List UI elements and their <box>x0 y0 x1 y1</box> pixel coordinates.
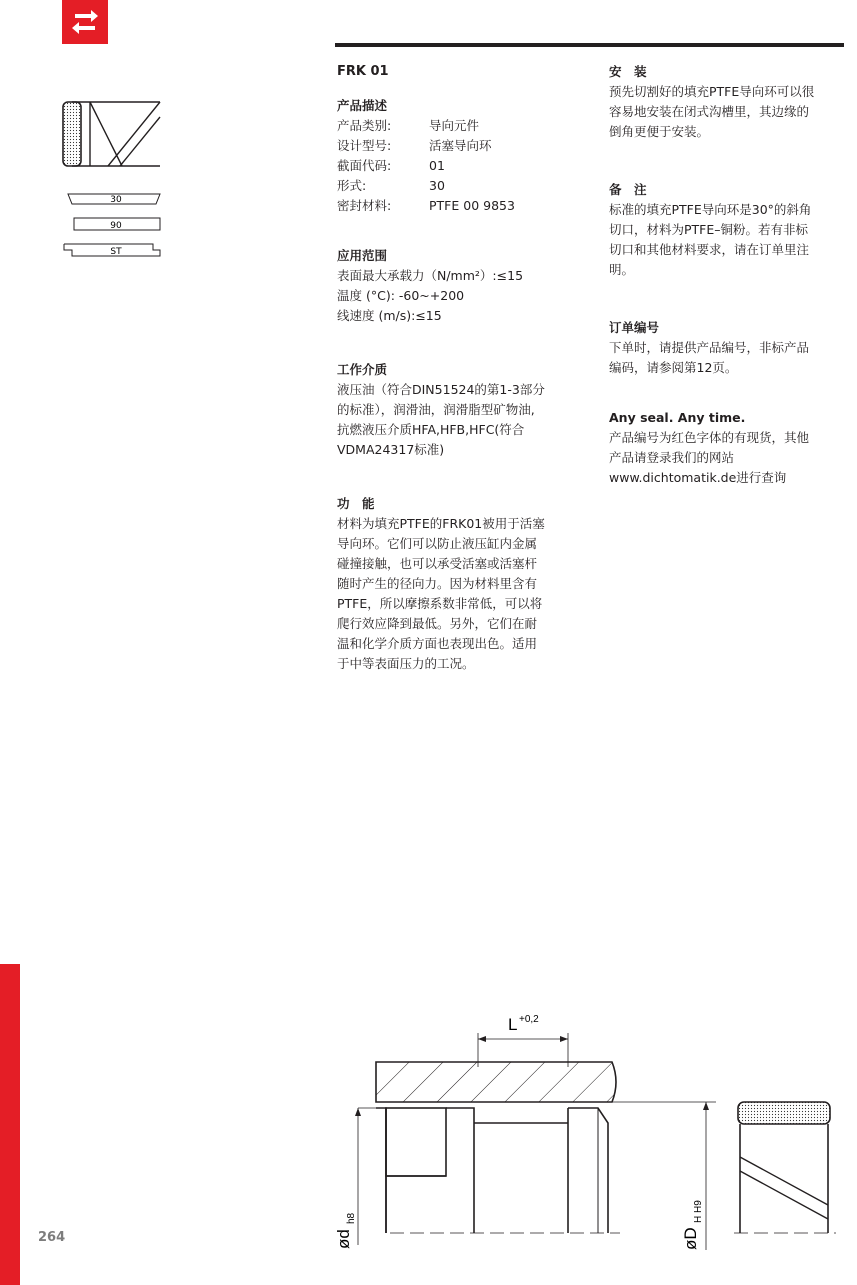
spec-row <box>337 116 515 136</box>
dim-D-subscript: H H9 <box>693 1200 704 1223</box>
cut-st-label: ST <box>110 247 122 257</box>
page-number: 264 <box>38 1230 66 1245</box>
profile-thumbnail <box>60 96 170 266</box>
install-heading: 安 装 <box>609 64 647 79</box>
function-heading: 功 能 <box>337 496 375 511</box>
spec-table <box>337 116 515 216</box>
spec-value: 导向元件 <box>429 118 480 133</box>
spec-row <box>337 156 515 176</box>
anyseal-line: 产品编号为红色字体的有现货，其他 <box>609 430 810 445</box>
function-line: PTFE，所以摩擦系数非常低，可以将 <box>337 596 543 611</box>
function-line: 导向环。它们可以防止液压缸内金属 <box>337 536 538 551</box>
spec-row <box>337 176 515 196</box>
install-line: 容易地安装在闭式沟槽里，其边缘的 <box>609 104 810 119</box>
spec-value: 01 <box>429 158 445 173</box>
note-heading: 备 注 <box>609 182 647 197</box>
spec-key: 形式: <box>337 178 367 193</box>
exchange-arrows-icon <box>62 0 108 44</box>
note-line: 切口和其他材料要求，请在订单里注 <box>609 242 810 257</box>
spec-value: 30 <box>429 178 445 193</box>
dim-d-subscript: h8 <box>346 1212 357 1224</box>
range-line: 表面最大承载力（N/mm²）:≤15 <box>337 268 524 283</box>
install-line: 预先切割好的填充PTFE导向环可以很 <box>609 84 815 99</box>
range-line: 线速度 (m/s):≤15 <box>337 308 442 323</box>
note-line: 标准的填充PTFE导向环是30°的斜角 <box>609 202 812 217</box>
installation-drawing <box>330 1005 850 1260</box>
media-line: 液压油（符合DIN51524的第1-3部分 <box>337 382 545 397</box>
right-column <box>609 62 833 488</box>
piston-land-left <box>386 1108 446 1176</box>
side-color-bar <box>0 964 20 1285</box>
range-heading: 应用范围 <box>337 248 388 263</box>
spec-key: 设计型号: <box>337 138 392 153</box>
product-code: FRK 01 <box>337 64 389 79</box>
spec-row <box>337 196 515 216</box>
media-line: 抗燃液压介质HFA,HFB,HFC(符合 <box>337 422 525 437</box>
anyseal-line: www.dichtomatik.de进行查询 <box>609 470 787 485</box>
spec-key: 密封材料: <box>337 198 392 213</box>
guide-groove <box>446 1108 474 1233</box>
order-line: 编码，请参阅第12页。 <box>609 360 738 375</box>
left-column <box>337 62 561 674</box>
anyseal-heading: Any seal. Any time. <box>609 410 746 425</box>
spec-value: PTFE 00 9853 <box>429 198 515 213</box>
function-line: 碰撞接触，也可以承受活塞或活塞杆 <box>337 556 538 571</box>
note-line: 切口，材料为PTFE–铜粉。若有非标 <box>609 222 809 237</box>
piston-land-right <box>568 1108 608 1233</box>
media-heading: 工作介质 <box>337 362 388 377</box>
dim-d-label: ød <box>334 1229 353 1249</box>
brand-logo <box>62 0 108 44</box>
media-line: VDMA24317标准) <box>337 442 445 457</box>
dim-D-label: øD <box>681 1227 700 1250</box>
range-line: 温度 (°C): -60~+200 <box>337 288 465 303</box>
cut-90-label: 90 <box>110 221 122 231</box>
spec-row <box>337 136 515 156</box>
dim-L-tolerance: +0,2 <box>519 1014 539 1025</box>
ring-section <box>63 102 81 166</box>
function-line: 随时产生的径向力。因为材料里含有 <box>337 576 538 591</box>
spec-value: 活塞导向环 <box>429 138 492 153</box>
function-line: 材料为填充PTFE的FRK01被用于活塞 <box>337 516 545 531</box>
order-line: 下单时，请提供产品编号，非标产品 <box>609 340 810 355</box>
install-line: 倒角更便于安装。 <box>609 124 710 139</box>
ring-detail-section <box>738 1102 830 1124</box>
order-heading: 订单编号 <box>609 320 660 335</box>
ring-cut-line <box>740 1157 828 1205</box>
function-line: 于中等表面压力的工况。 <box>337 656 475 671</box>
note-line: 明。 <box>609 262 635 277</box>
cut-30-label: 30 <box>110 195 122 205</box>
dim-L-label: L <box>508 1015 518 1034</box>
top-rule <box>335 43 844 47</box>
desc-heading: 产品描述 <box>337 98 388 113</box>
media-line: 的标准），润滑油，润滑脂型矿物油, <box>337 402 535 417</box>
function-line: 爬行效应降到最低。另外，它们在耐 <box>337 616 538 631</box>
function-line: 温和化学介质方面也表现出色。适用 <box>337 636 538 651</box>
anyseal-line: 产品请登录我们的网站 <box>609 450 735 465</box>
spec-key: 截面代码: <box>337 158 392 173</box>
spec-key: 产品类别: <box>337 118 392 133</box>
cylinder-wall <box>376 1062 616 1102</box>
